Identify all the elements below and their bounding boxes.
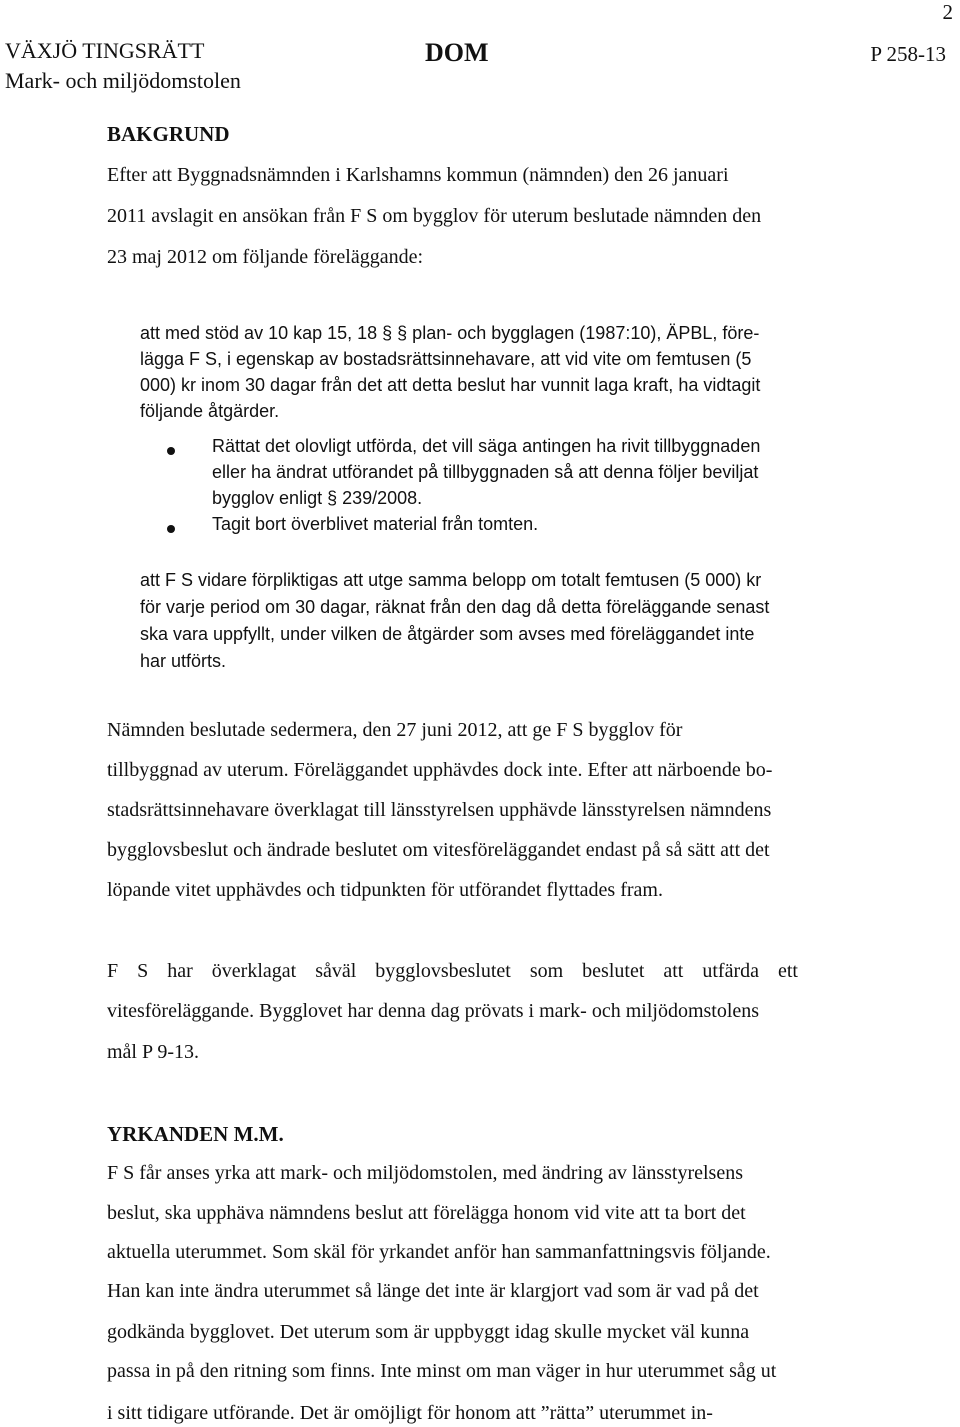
section-heading-yrkanden: YRKANDEN M.M. (107, 1122, 284, 1146)
text-line: F S har överklagat såväl bygglovsbeslutet som beslutet att utfärda ett (107, 960, 798, 982)
document-type: DOM (425, 38, 489, 67)
text-line: 000) kr inom 30 dagar från det att detta beslut har vunnit laga kraft, ha vidtagit (140, 375, 761, 395)
text-line: Nämnden beslutade sedermera, den 27 juni 2012, att ge F S bygglov för (107, 719, 683, 741)
court-department: Mark- och miljödomstolen (5, 68, 241, 93)
text-line: Rättat det olovligt utförda, det vill säga antingen ha rivit tillbyggnaden (212, 436, 761, 456)
text-line: Efter att Byggnadsnämnden i Karlshamns kommun (nämnden) den 26 januari (107, 164, 729, 186)
text-line: bygglov enligt § 239/2008. (212, 488, 423, 508)
text-line: har utförts. (140, 651, 227, 671)
case-number: P 258-13 (870, 42, 946, 66)
text-line: ska vara uppfyllt, under vilken de åtgärder som avses med föreläggandet inte (140, 624, 755, 644)
bullet-icon (167, 447, 175, 455)
court-name: VÄXJÖ TINGSRÄTT (5, 38, 205, 63)
text-line: stadsrättsinnehavare överklagat till länsstyrelsen upphävde länsstyrelsen nämndens (107, 799, 772, 821)
text-line: godkända bygglovet. Det uterum som är uppbyggt idag skulle mycket väl kunna (107, 1321, 750, 1343)
text-line: eller ha ändrat utförandet på tillbyggnaden så att denna följer beviljat (212, 462, 759, 482)
text-line: 2011 avslagit en ansökan från F S om bygglov för uterum beslutade nämnden den (107, 205, 762, 227)
page-number: 2 (942, 0, 953, 24)
text-line: Han kan inte ändra uterummet så länge det inte är klargjort vad som är vad på det (107, 1280, 759, 1302)
text-line: att F S vidare förpliktigas att utge samma belopp om totalt femtusen (5 000) kr (140, 570, 762, 590)
text-line: F S får anses yrka att mark- och miljödomstolen, med ändring av länsstyrelsens (107, 1162, 743, 1184)
text-line: aktuella uterummet. Som skäl för yrkandet anför han sammanfattningsvis följande. (107, 1241, 771, 1263)
text-line: i sitt tidigare utförande. Det är omöjligt för honom att ”rätta” uterummet in- (107, 1402, 713, 1424)
text-line: Tagit bort överblivet material från tomten. (212, 514, 539, 534)
text-line: passa in på den ritning som finns. Inte minst om man väger in hur uterummet såg ut (107, 1360, 777, 1382)
text-line: vitesföreläggande. Bygglovet har denna dag prövats i mark- och miljödomstolens (107, 1000, 760, 1022)
text-line: lägga F S, i egenskap av bostadsrättsinnehavare, att vid vite om femtusen (5 (140, 349, 752, 369)
text-line: att med stöd av 10 kap 15, 18 § § plan- och bygglagen (1987:10), ÄPBL, före- (140, 323, 760, 343)
text-line: 23 maj 2012 om följande föreläggande: (107, 246, 424, 268)
text-line: beslut, ska upphäva nämndens beslut att förelägga honom vid vite att ta bort det (107, 1202, 746, 1224)
text-line: för varje period om 30 dagar, räknat från den dag då detta föreläggande senast (140, 597, 770, 617)
text-line: bygglovsbeslut och ändrade beslutet om vitesföreläggandet endast på så sätt att det (107, 839, 770, 861)
text-line: tillbyggnad av uterum. Föreläggandet upphävdes dock inte. Efter att närboende bo- (107, 759, 773, 781)
section-heading-bakgrund: BAKGRUND (107, 122, 230, 146)
text-line: löpande vitet upphävdes och tidpunkten för utförandet flyttades fram. (107, 879, 663, 901)
text-line: följande åtgärder. (140, 401, 280, 421)
text-line: mål P 9-13. (107, 1041, 200, 1063)
bullet-icon (167, 525, 175, 533)
